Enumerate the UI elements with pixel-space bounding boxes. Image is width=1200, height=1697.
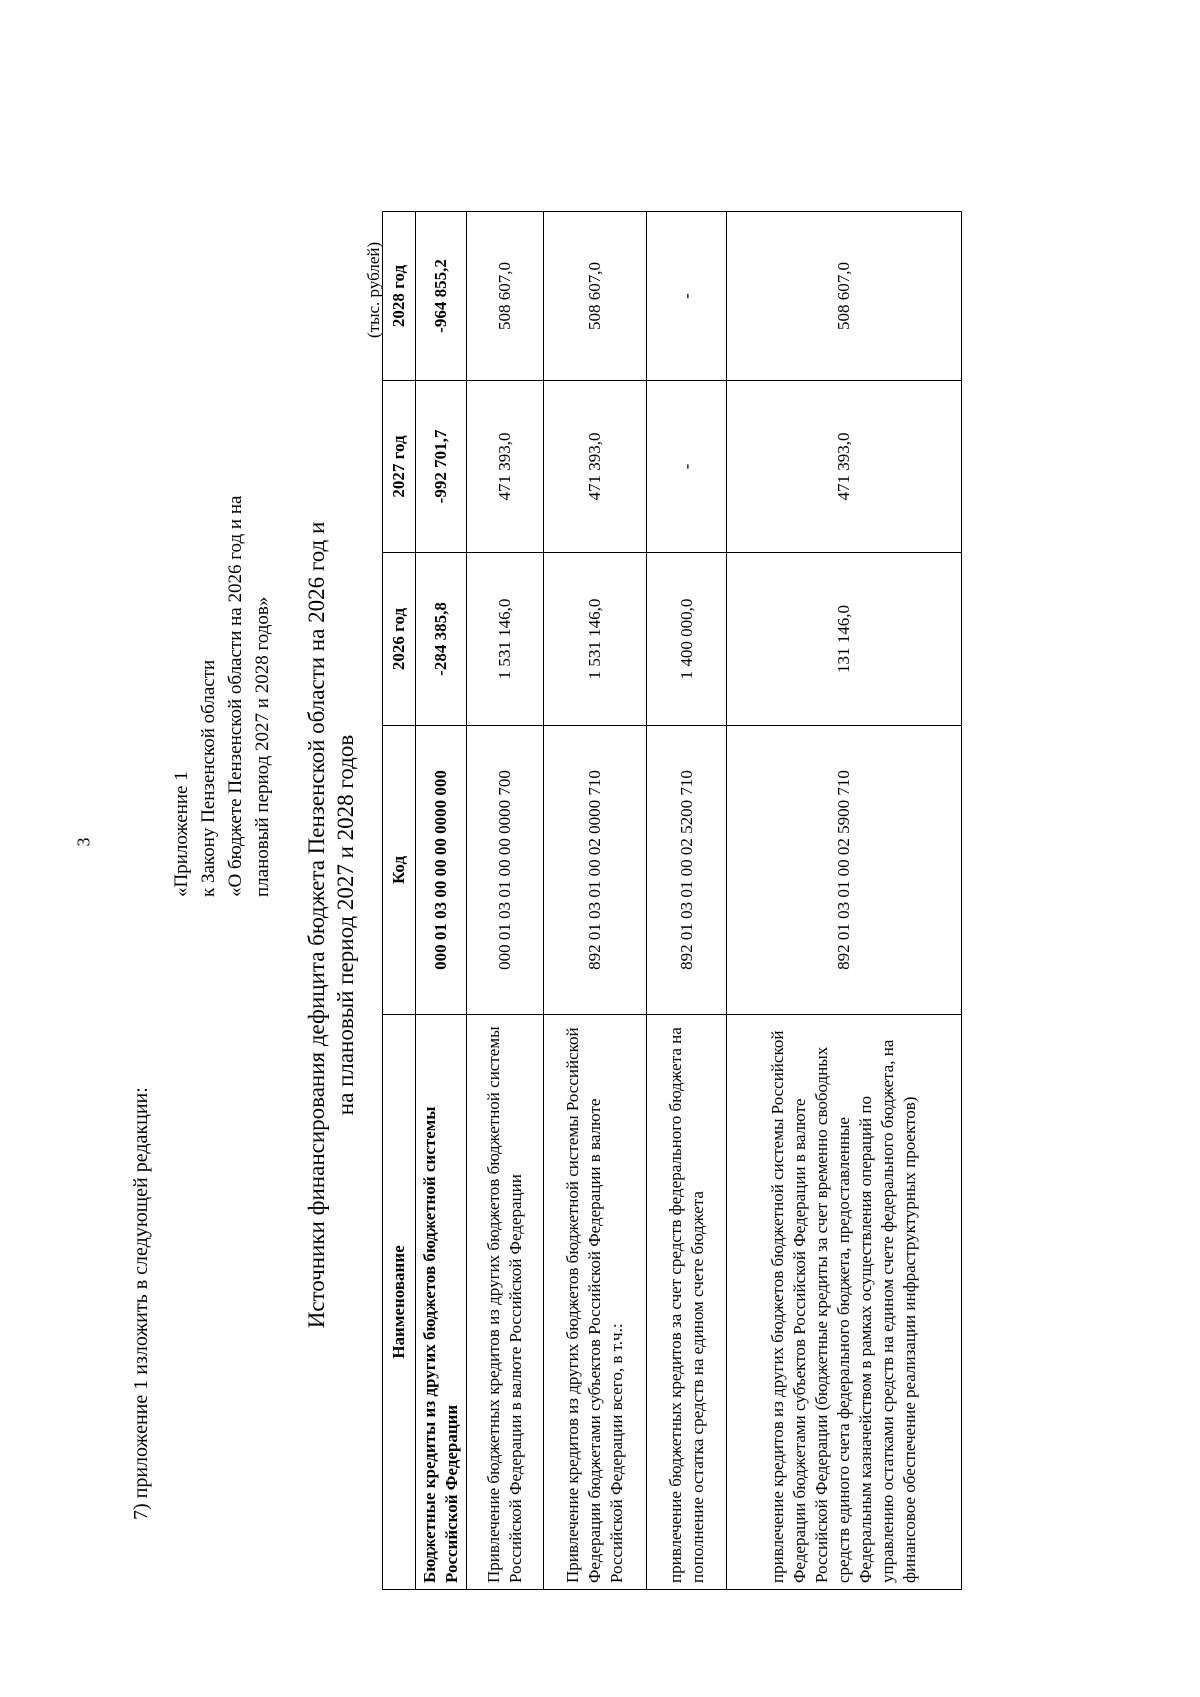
units-label: (тыс. рублей) bbox=[364, 241, 383, 338]
table-row bbox=[647, 212, 727, 1590]
header-2026: 2026 год bbox=[383, 553, 416, 726]
table-header-row bbox=[383, 212, 416, 1590]
header-2028: 2028 год bbox=[383, 212, 416, 381]
document-title bbox=[302, 405, 360, 1445]
annex-line-2: к Закону Пензенской области bbox=[198, 659, 219, 897]
header-code: Код bbox=[383, 726, 416, 1015]
table-row bbox=[416, 212, 467, 1590]
title-line-1: Источники финансирования дефицита бюджета Пензенской области на 2026 год и bbox=[304, 521, 329, 1329]
financing-table bbox=[382, 211, 962, 1590]
row-value-2028: 508 607,0 bbox=[727, 212, 962, 381]
annex-line-4: плановый период 2027 и 2028 годов» bbox=[252, 596, 273, 897]
row-value-2028: -964 855,2 bbox=[416, 212, 467, 381]
row-value-2026: -284 385,8 bbox=[416, 553, 467, 726]
row-value-2027: 471 393,0 bbox=[727, 381, 962, 553]
row-value-2027: 471 393,0 bbox=[544, 381, 647, 553]
row-value-2026: 131 146,0 bbox=[727, 553, 962, 726]
header-2027: 2027 год bbox=[383, 381, 416, 553]
row-name: привлечение кредитов из других бюджетов бюджетной системы Российской Федерации бюджетами субъектов Российской Федерации в валюте Российской Федерации (бюджетные кредиты за счет временно свободных средств единого счета федерального бюджета, предоставленные Федеральным казначейством в рамках осуществления операций по управлению остатками средств на едином счете федерального бюджета, на финансовое обеспечение реализации инфраструктурных проектов) bbox=[727, 1015, 962, 1590]
annex-line-1: «Приложение 1 bbox=[171, 771, 192, 897]
row-value-2027: -992 701,7 bbox=[416, 381, 467, 553]
title-line-2: на плановый период 2027 и 2028 годов bbox=[333, 734, 358, 1116]
row-value-2028: 508 607,0 bbox=[467, 212, 544, 381]
row-code: 892 01 03 01 00 02 5200 710 bbox=[647, 726, 727, 1015]
annex-line-3: «О бюджете Пензенской области на 2026 год и на bbox=[225, 495, 246, 897]
table-row bbox=[727, 212, 962, 1590]
row-name: Привлечение бюджетных кредитов из других бюджетов бюджетной системы Российской Федерации в валюте Российской Федерации bbox=[467, 1015, 544, 1590]
row-value-2026: 1 400 000,0 bbox=[647, 553, 727, 726]
annex-header bbox=[168, 496, 276, 897]
row-value-2028: 508 607,0 bbox=[544, 212, 647, 381]
row-name: привлечение бюджетных кредитов за счет средств федерального бюджета на пополнение остатка средств на едином счете бюджета bbox=[647, 1015, 727, 1590]
page-number: 3 bbox=[73, 837, 94, 847]
row-value-2026: 1 531 146,0 bbox=[544, 553, 647, 726]
table-row bbox=[467, 212, 544, 1590]
row-code: 892 01 03 01 00 02 0000 710 bbox=[544, 726, 647, 1015]
header-name: Наименование bbox=[383, 1015, 416, 1590]
row-name: Привлечение кредитов из других бюджетов бюджетной системы Российской Федерации бюджетами субъектов Российской Федерации в валюте Российской Федерации всего, в т.ч.: bbox=[544, 1015, 647, 1590]
row-code: 000 01 03 01 00 00 0000 700 bbox=[467, 726, 544, 1015]
row-value-2027: - bbox=[647, 381, 727, 553]
row-code: 000 01 03 00 00 00 0000 000 bbox=[416, 726, 467, 1015]
row-value-2028: - bbox=[647, 212, 727, 381]
row-name: Бюджетные кредиты из других бюджетов бюджетной системы Российской Федерации bbox=[416, 1015, 467, 1590]
intro-text: 7) приложение 1 изложить в следующей редакции: bbox=[130, 1087, 152, 1520]
row-code: 892 01 03 01 00 02 5900 710 bbox=[727, 726, 962, 1015]
row-value-2026: 1 531 146,0 bbox=[467, 553, 544, 726]
rotated-page-content bbox=[0, 90, 1060, 1640]
table-row bbox=[544, 212, 647, 1590]
row-value-2027: 471 393,0 bbox=[467, 381, 544, 553]
